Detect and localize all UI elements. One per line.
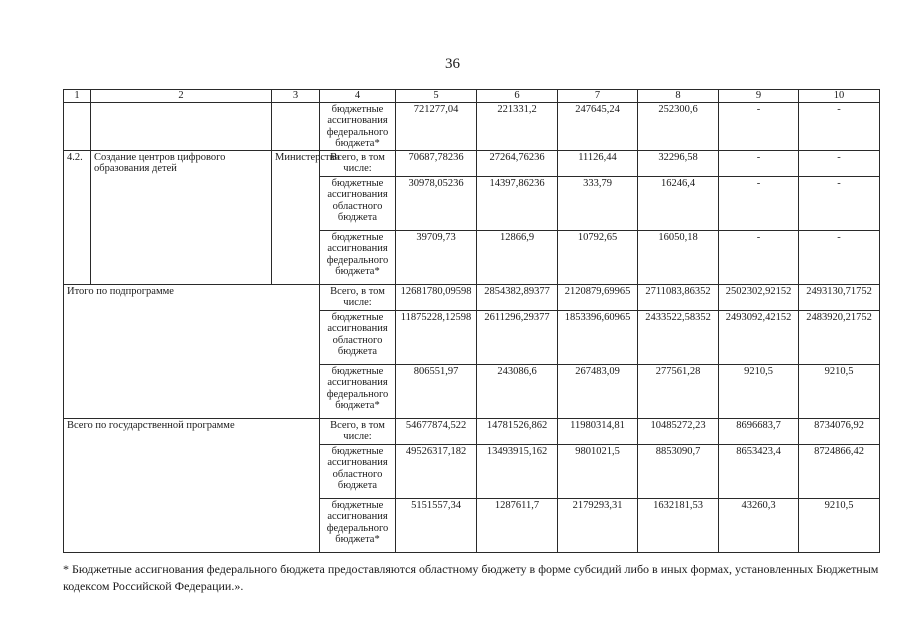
header-cell: 2 [91,90,272,103]
header-cell: 10 [799,90,880,103]
amount-cell: 1853396,60965 [558,310,638,364]
amount-cell: 721277,04 [396,102,477,150]
amount-cell: 1287611,7 [477,498,558,552]
amount-cell: 2433522,58352 [638,310,719,364]
table-row [64,150,880,176]
amount-cell: 267483,09 [558,364,638,418]
funding-source-label: Всего, в том числе: [320,150,396,176]
amount-cell: 16050,18 [638,230,719,284]
header-cell: 3 [272,90,320,103]
summary-label: Итого по подпрограмме [64,284,320,418]
header-cell: 1 [64,90,91,103]
amount-cell: 14781526,862 [477,418,558,444]
amount-cell: 27264,76236 [477,150,558,176]
amount-cell: - [799,102,880,150]
header-cell: 8 [638,90,719,103]
table-row [64,418,880,444]
amount-cell: 13493915,162 [477,444,558,498]
funding-source-label: Всего, в том числе: [320,418,396,444]
amount-cell: 1632181,53 [638,498,719,552]
amount-cell: 12866,9 [477,230,558,284]
amount-cell: - [719,176,799,230]
amount-cell: 9210,5 [799,364,880,418]
amount-cell: - [719,150,799,176]
header-cell: 9 [719,90,799,103]
amount-cell: 221331,2 [477,102,558,150]
amount-cell: 2483920,21752 [799,310,880,364]
header-cell: 6 [477,90,558,103]
amount-cell: 333,79 [558,176,638,230]
item-number: 4.2. [64,150,91,284]
amount-cell: 2711083,86352 [638,284,719,310]
table-row [64,284,880,310]
page-number: 36 [445,56,460,72]
item-number [64,102,91,150]
amount-cell: 9210,5 [799,498,880,552]
footnote: * Бюджетные ассигнования федерального бюджета предоставляются областному бюджету в форме субсидий либо в иных формах, установленных Бюджетным кодексом Российской Федерации.». [63,562,879,593]
amount-cell: 43260,3 [719,498,799,552]
item-name: Создание центров цифрового образования детей [91,150,272,284]
amount-cell: 8696683,7 [719,418,799,444]
amount-cell: 70687,78236 [396,150,477,176]
responsible-party [272,102,320,150]
amount-cell: 243086,6 [477,364,558,418]
funding-source-label: бюджетные ассигнования областного бюджета [320,176,396,230]
amount-cell: 2611296,29377 [477,310,558,364]
amount-cell: 2120879,69965 [558,284,638,310]
amount-cell: 5151557,34 [396,498,477,552]
amount-cell: - [799,230,880,284]
amount-cell: 11126,44 [558,150,638,176]
amount-cell: 9801021,5 [558,444,638,498]
amount-cell: 8734076,92 [799,418,880,444]
header-cell: 7 [558,90,638,103]
header-row [64,90,880,103]
amount-cell: - [719,230,799,284]
amount-cell: - [799,150,880,176]
amount-cell: 252300,6 [638,102,719,150]
amount-cell: 14397,86236 [477,176,558,230]
header-cell: 4 [320,90,396,103]
funding-source-label: Всего, в том числе: [320,284,396,310]
item-name [91,102,272,150]
amount-cell: 277561,28 [638,364,719,418]
amount-cell: - [799,176,880,230]
funding-source-label: бюджетные ассигнования областного бюджета [320,310,396,364]
amount-cell: 16246,4 [638,176,719,230]
header-cell: 5 [396,90,477,103]
funding-source-label: бюджетные ассигнования федерального бюджета* [320,102,396,150]
amount-cell: 8724866,42 [799,444,880,498]
amount-cell: 806551,97 [396,364,477,418]
amount-cell: 49526317,182 [396,444,477,498]
amount-cell: 2493130,71752 [799,284,880,310]
amount-cell: 9210,5 [719,364,799,418]
amount-cell: 2493092,42152 [719,310,799,364]
funding-source-label: бюджетные ассигнования федерального бюджета* [320,230,396,284]
funding-source-label: бюджетные ассигнования федерального бюджета* [320,364,396,418]
budget-table [63,89,880,553]
funding-source-label: бюджетные ассигнования областного бюджета [320,444,396,498]
amount-cell: 39709,73 [396,230,477,284]
amount-cell: 32296,58 [638,150,719,176]
amount-cell: 10485272,23 [638,418,719,444]
amount-cell: 11980314,81 [558,418,638,444]
table-row [64,102,880,150]
amount-cell: 11875228,12598 [396,310,477,364]
amount-cell: 10792,65 [558,230,638,284]
amount-cell: 30978,05236 [396,176,477,230]
amount-cell: - [719,102,799,150]
amount-cell: 12681780,09598 [396,284,477,310]
amount-cell: 54677874,522 [396,418,477,444]
amount-cell: 247645,24 [558,102,638,150]
funding-source-label: бюджетные ассигнования федерального бюджета* [320,498,396,552]
amount-cell: 2502302,92152 [719,284,799,310]
amount-cell: 8853090,7 [638,444,719,498]
amount-cell: 8653423,4 [719,444,799,498]
summary-label: Всего по государственной программе [64,418,320,552]
amount-cell: 2179293,31 [558,498,638,552]
amount-cell: 2854382,89377 [477,284,558,310]
responsible-party: Министерство [272,150,320,284]
